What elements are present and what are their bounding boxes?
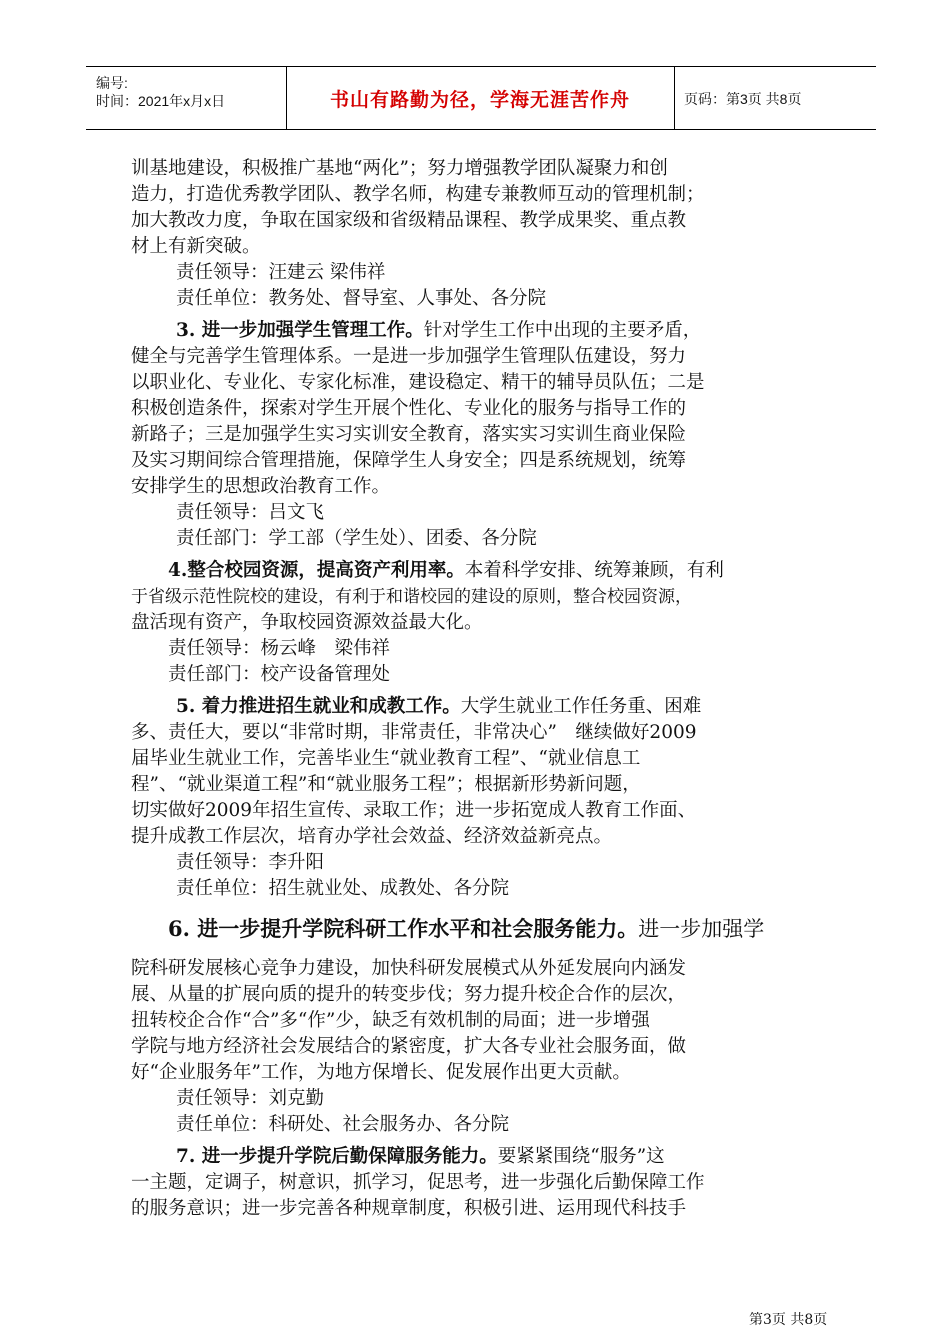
body-line: 的服务意识；进一步完善各种规章制度，积极引进、运用现代科技手 [131, 1198, 687, 1219]
section-3-first-line [176, 318, 836, 344]
body-line: 及实习期间综合管理措施，保障学生人身安全；四是系统规划，统筹 [131, 450, 687, 471]
body-line: 训基地建设，积极推广基地“两化”；努力增强教学团队凝聚力和创 [131, 158, 668, 179]
body-line: 学院与地方经济社会发展结合的紧密度，扩大各专业社会服务面，做 [131, 1036, 687, 1057]
section-5-text: 大学生就业工作任务重、困难 [460, 696, 702, 717]
body-line: 多、责任大，要以“非常时期，非常责任，非常决心” 继续做好2009 [131, 722, 697, 743]
body-line: 以职业化、专业化、专家化标准，建设稳定、精干的辅导员队伍；二是 [131, 372, 705, 393]
section-3-heading: 3. 进一步加强学生管理工作。 [176, 320, 424, 341]
body-line: 盘活现有资产，争取校园资源效益最大化。 [131, 612, 483, 633]
page-footer-number: 第3页 共8页 [749, 1312, 828, 1328]
body-line: 一主题，定调子，树意识，抓学习，促思考，进一步强化后勤保障工作 [131, 1172, 705, 1193]
body-line: 展、从量的扩展向质的提升的转变步伐；努力提升校企合作的层次， [131, 984, 687, 1005]
body-line: 于省级示范性院校的建设，有利于和谐校园的建设的原则，整合校园资源， [131, 587, 692, 607]
header-motto-cell [286, 67, 675, 129]
body-line: 新路子；三是加强学生实习实训安全教育，落实实习实训生商业保险 [131, 424, 687, 445]
page-header [86, 66, 876, 130]
section-5-heading: 5. 着力推进招生就业和成教工作。 [176, 696, 461, 717]
header-meta [86, 67, 287, 129]
document-number-label: 编号: [96, 75, 128, 91]
body-line: 安排学生的思想政治教育工作。 [131, 476, 391, 497]
section-4-text: 本着科学安排、统筹兼顾，有利 [464, 560, 724, 581]
body-line: 程”、“就业渠道工程”和“就业服务工程”；根据新形势新问题， [131, 774, 641, 795]
body-line: 提升成教工作层次，培育办学社会效益、经济效益新亮点。 [131, 826, 613, 847]
responsible-leader: 责任领导：汪建云 梁伟祥 [176, 262, 386, 283]
responsible-department: 责任部门：学工部（学生处）、团委、各分院 [176, 528, 537, 549]
section-6-first-line [168, 916, 836, 942]
section-4-heading: 4.整合校园资源，提高资产利用率。 [168, 560, 465, 581]
section-4-first-line [168, 558, 836, 584]
body-line: 扭转校企合作“合”多“作”少，缺乏有效机制的局面；进一步增强 [131, 1010, 650, 1031]
body-line: 材上有新突破。 [131, 236, 261, 257]
header-page-cell [674, 67, 876, 129]
header-motto: 书山有路勤为径，学海无涯苦作舟 [329, 89, 630, 111]
responsible-leader: 责任领导：李升阳 [176, 852, 325, 873]
section-6-text: 进一步加强学 [638, 917, 765, 941]
responsible-department: 责任部门：校产设备管理处 [168, 664, 391, 685]
section-7-first-line [176, 1144, 836, 1170]
section-5-first-line [176, 694, 836, 720]
body-line: 院科研发展核心竞争力建设，加快科研发展模式从外延发展向内涵发 [131, 958, 687, 979]
responsible-unit: 责任单位：科研处、社会服务办、各分院 [176, 1114, 510, 1135]
section-3-text: 针对学生工作中出现的主要矛盾， [423, 320, 702, 341]
responsible-unit: 责任单位：招生就业处、成教处、各分院 [176, 878, 510, 899]
body-line: 加大教改力度，争取在国家级和省级精品课程、教学成果奖、重点教 [131, 210, 687, 231]
section-7-text: 要紧紧围绕“服务”这 [497, 1146, 665, 1167]
body-line: 届毕业生就业工作，完善毕业生“就业教育工程”、“就业信息工 [131, 748, 641, 769]
section-6-heading: 6. 进一步提升学院科研工作水平和社会服务能力。 [168, 916, 639, 941]
responsible-unit: 责任单位：教务处、督导室、人事处、各分院 [176, 288, 547, 309]
body-line: 造力，打造优秀教学团队、教学名师，构建专兼教师互动的管理机制； [131, 184, 705, 205]
body-line: 切实做好2009年招生宣传、录取工作；进一步拓宽成人教育工作面、 [131, 800, 697, 821]
responsible-leader: 责任领导：刘克勤 [176, 1088, 325, 1109]
body-line: 好“企业服务年”工作，为地方保增长、促发展作出更大贡献。 [131, 1062, 631, 1083]
body-line: 积极创造条件，探索对学生开展个性化、专业化的服务与指导工作的 [131, 398, 687, 419]
responsible-leader: 责任领导：吕文飞 [176, 502, 325, 523]
header-page-code: 页码：第3页 共8页 [684, 91, 802, 107]
responsible-leader: 责任领导：杨云峰 梁伟祥 [168, 638, 391, 659]
body-line: 健全与完善学生管理体系。一是进一步加强学生管理队伍建设，努力 [131, 346, 687, 367]
document-date-label: 时间：2021年x月x日 [96, 93, 226, 109]
section-7-heading: 7. 进一步提升学院后勤保障服务能力。 [176, 1146, 498, 1167]
